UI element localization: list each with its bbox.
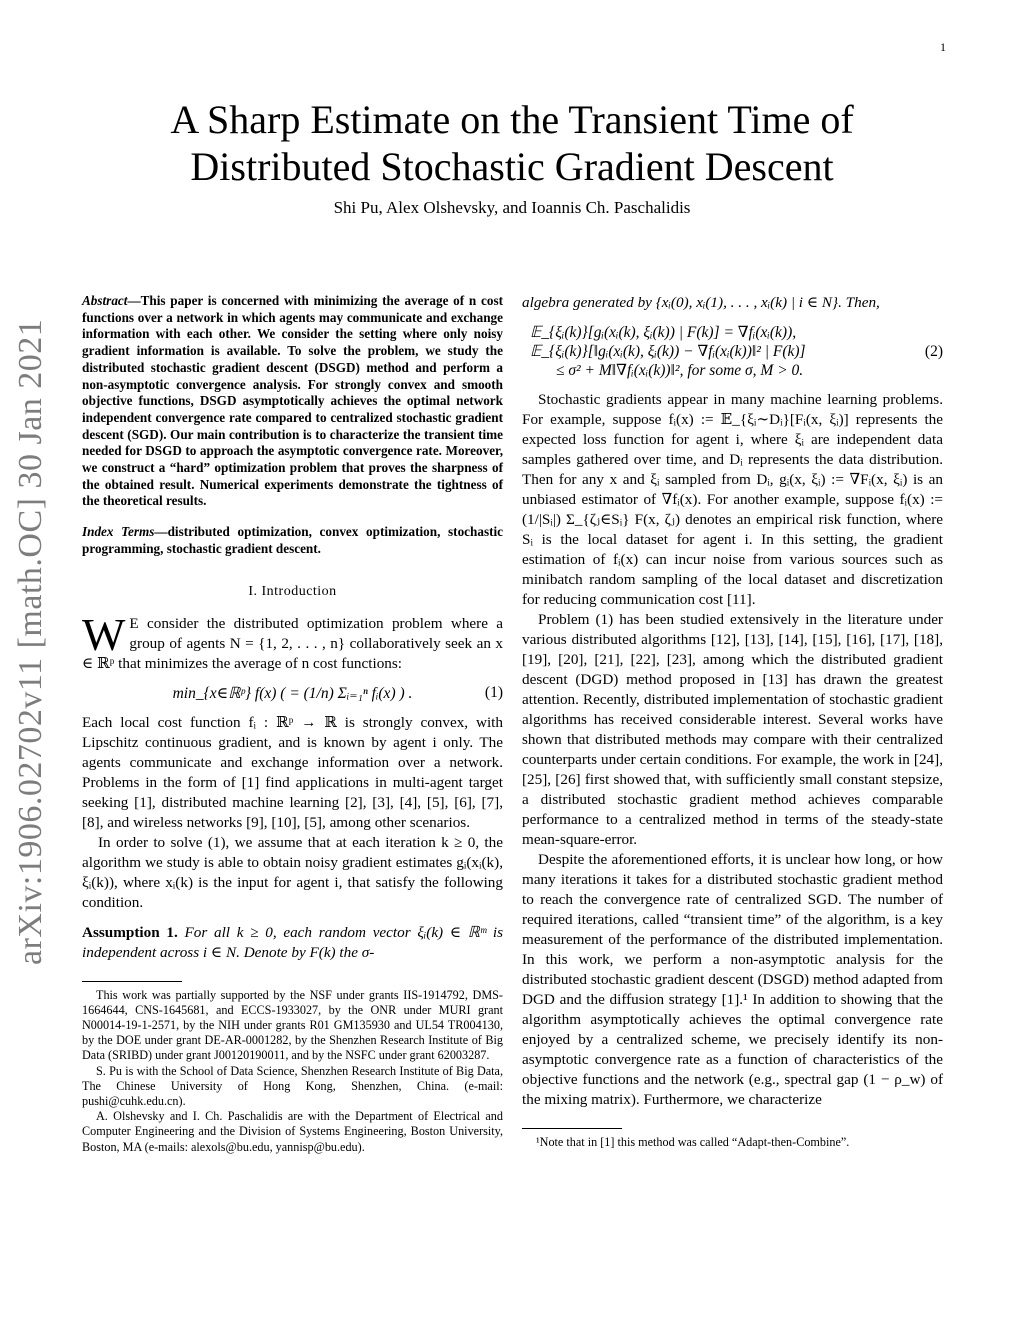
footnotes-right xyxy=(522,1135,943,1150)
left-column xyxy=(82,293,503,1155)
assumption-continued-text: algebra generated by {xᵢ(0), xᵢ(1), . . . , xᵢ(k) | i ∈ N}. Then, xyxy=(522,294,880,311)
footnote-rule xyxy=(82,981,182,982)
intro-paragraph-2: Each local cost function fᵢ : ℝᵖ → ℝ is strongly convex, with Lipschitz continuous gradient, and is known by agent i only. The agents communicate and exchange information over a network. Problems in the form of [1] find applications in multi-agent target seeking [1], distributed machine learning [2], [3], [4], [5], [6], [7], [8], and wireless networks [9], [10], [5], among other scenarios. xyxy=(82,713,503,831)
index-terms-text: distributed optimization, convex optimization, stochastic programming, stochastic gradient descent. xyxy=(82,524,503,556)
footnote-rule-right xyxy=(522,1128,622,1129)
paper-title xyxy=(0,96,1024,190)
assumption-continued xyxy=(522,293,943,313)
equation-1-number: (1) xyxy=(484,684,503,702)
right-paragraph-1: Stochastic gradients appear in many machine learning problems. For example, suppose fᵢ(x) := 𝔼_{ξᵢ∼Dᵢ}[Fᵢ(x, ξᵢ)] represents the expected loss function for agent i, where ξᵢ are independent data samples gathered over time, and Dᵢ represents the data distribution. Then for any x and ξᵢ sampled from Dᵢ, gᵢ(x, ξᵢ) := ∇Fᵢ(x, ξᵢ) is an unbiased estimator of ∇fᵢ(x). For another example, suppose fᵢ(x) := (1/|Sᵢ|) Σ_{ζⱼ∈Sᵢ} F(x, ζⱼ) denotes an empirical risk function, where Sᵢ is the local dataset for agent i. In this setting, the gradient estimation of fᵢ(x) can incur noise from various sources such as minibatch random sampling of the local dataset and discretization for reducing communication cost [11]. xyxy=(522,391,943,608)
abstract-text: This paper is concerned with minimizing the average of n cost functions over a network in which agents may communicate and exchange information with each other. We consider the setting where only noisy gradient information is available. To solve the problem, we study the distributed stochastic gradient descent (DSGD) method and perform a non-asymptotic convergence analysis. For strongly convex and smooth objective functions, DSGD asymptotically achieves the optimal network independent convergence rate compared to centralized stochastic gradient descent (SGD). Our main contribution is to characterize the transient time needed for DSGD to approach the asymptotic convergence rate. Moreover, we construct a “hard” optimization problem that proves the sharpness of the obtained result. Numerical experiments demonstrate the tightness of the theoretical results. xyxy=(82,293,503,509)
assumption-label: Assumption 1. xyxy=(82,923,178,941)
index-terms: Index Terms—distributed optimization, convex optimization, stochastic programming, stochastic gradient descent. xyxy=(82,524,503,556)
assumption-1 xyxy=(82,923,503,963)
abstract: Abstract—This paper is concerned with minimizing the average of n cost functions over a network in which agents may communicate and exchange information with each other. We consider the setting where only noisy gradient information is available. To solve the problem, we study the distributed stochastic gradient descent (DSGD) method and perform a non-asymptotic convergence analysis. For strongly convex and smooth objective functions, DSGD asymptotically achieves the optimal network independent convergence rate compared to centralized stochastic gradient descent (SGD). Our main contribution is to characterize the transient time needed for DSGD to approach the asymptotic convergence rate. Moreover, we construct a “hard” optimization problem that proves the sharpness of the obtained result. Numerical experiments demonstrate the tightness of the theoretical results. xyxy=(82,293,503,509)
authors: Shi Pu, Alex Olshevsky, and Ioannis Ch. Paschalidis xyxy=(333,198,691,217)
assumption-text: For all k ≥ 0, each random vector ξᵢ(k) ∈ ℝᵐ is independent across i ∈ N. Denote by F(k) the σ- xyxy=(82,923,503,961)
dropcap: W xyxy=(82,608,126,660)
footnote-others: A. Olshevsky and I. Ch. Paschalidis are with the Department of Electrical and Computer Engineering and the Division of Systems Engineering, Boston University, Boston, MA (e-mails: alexols@bu.edu, yannisp@bu.edu). xyxy=(82,1109,503,1154)
equation-1 xyxy=(82,684,503,703)
right-paragraph-3: Despite the aforementioned efforts, it is unclear how long, or how many iterations it takes for a distributed stochastic gradient method to reach the convergence rate of centralized SGD. The number of required iterations, called “transient time” of the algorithm, is a key measurement of the performance of the distributed implementation. In this work, we perform a non-asymptotic analysis for the distributed stochastic gradient descent (DSGD) method adapted from DGD and the diffusion strategy [1].¹ In addition to showing that the algorithm asymptotically achieves the optimal convergence rate enjoyed by a centralized scheme, we precisely identify its non-asymptotic convergence rate as a function of characteristics of the objective functions and the network (e.g., spectral gap (1 − ρ_w) of the mixing matrix). Furthermore, we characterize xyxy=(522,851,943,1108)
title-line-1: A Sharp Estimate on the Transient Time of xyxy=(170,97,854,142)
page-number: 1 xyxy=(940,40,946,54)
right-paragraph-2: Problem (1) has been studied extensively in the literature under various distributed algorithms [12], [13], [14], [15], [16], [17], [18], [19], [20], [21], [22], [23], among which the distributed gradient descent (DGD) method proposed in [13] has drawn the greatest attention. Recently, distributed implementation of stochastic gradient algorithms has received considerable interest. Several works have shown that distributed methods may compare with their centralized counterparts under certain conditions. For example, the work in [24], [25], [26] first showed that, with sufficiently small constant stepsize, a distributed stochastic gradient method achieves comparable performance to a centralized method in terms of the steady-state mean-square-error. xyxy=(522,611,943,848)
equation-2-line-3: ≤ σ² + M‖∇fᵢ(xᵢ(k))‖², for some σ, M > 0. xyxy=(556,362,804,379)
footnote-funding: This work was partially supported by the NSF under grants IIS-1914792, DMS-1664644, CNS-1645681, and ECCS-1933027, by the ONR under MURI grant N00014-19-1-2571, by the NIH under grants R01 GM135930 and UL54 TR004130, by the DOE under grant DE-AR-0001282, by the Shenzhen Research Institute of Big Data (SRIBD) under grant J00120190011, and by the NSFC under grant 62003287. xyxy=(82,987,503,1063)
right-column xyxy=(522,293,943,1150)
intro-p1-text: E consider the distributed optimization problem where a group of agents N = {1, 2, . . . , n} collaboratively seek an x ∈ ℝᵖ that minimizes the average of n cost functions: xyxy=(82,614,503,672)
equation-1-body: min_{x∈ℝᵖ} f(x) ( = (1/n) Σᵢ₌₁ⁿ fᵢ(x) ) . xyxy=(172,684,413,702)
footnote-1: ¹Note that in [1] this method was called “Adapt-then-Combine”. xyxy=(536,1135,850,1149)
footnotes-left xyxy=(82,988,503,1155)
arxiv-watermark: arXiv:1906.02702v11 [math.OC] 30 Jan 2021 xyxy=(12,318,49,965)
intro-paragraph-1 xyxy=(82,608,503,674)
footnote-pu: S. Pu is with the School of Data Science, Shenzhen Research Institute of Big Data, The Chinese University of Hong Kong, Shenzhen, China. (e-mail: pushi@cuhk.edu.cn). xyxy=(82,1063,503,1108)
equation-2-line-1: 𝔼_{ξᵢ(k)}[gᵢ(xᵢ(k), ξᵢ(k)) | F(k)] = ∇fᵢ(xᵢ(k)), xyxy=(530,324,797,341)
equation-2-number: (2) xyxy=(924,342,943,360)
equation-2-line-2: 𝔼_{ξᵢ(k)}[‖gᵢ(xᵢ(k), ξᵢ(k)) − ∇fᵢ(xᵢ(k))‖² | F(k)] xyxy=(530,343,806,360)
equation-2 xyxy=(522,323,943,380)
title-line-2: Distributed Stochastic Gradient Descent xyxy=(190,144,834,189)
index-terms-label: Index Terms xyxy=(82,524,155,540)
intro-paragraph-3: In order to solve (1), we assume that at each iteration k ≥ 0, the algorithm we study is able to obtain noisy gradient estimates gᵢ(xᵢ(k), ξᵢ(k)), where xᵢ(k) is the input for agent i, that satisfy the following condition. xyxy=(82,833,503,911)
section-heading: I. Introduction xyxy=(248,583,337,599)
abstract-label: Abstract xyxy=(82,293,128,308)
